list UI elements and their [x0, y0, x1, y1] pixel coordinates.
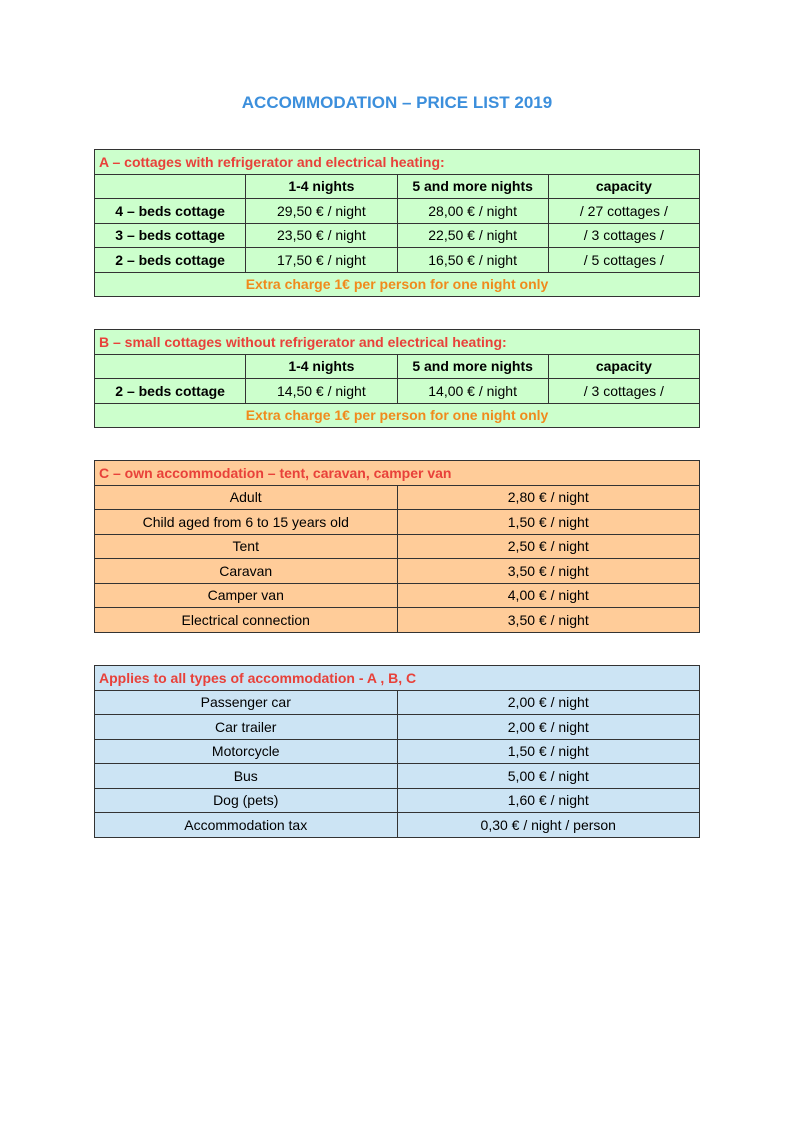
item-price: 2,80 € / night [397, 485, 700, 510]
item-label: Passenger car [95, 690, 398, 715]
item-label: Accommodation tax [95, 813, 398, 838]
column-header-long-stay: 5 and more nights [397, 354, 548, 379]
column-header-capacity: capacity [548, 174, 699, 199]
empty-cell [95, 354, 246, 379]
section-a-column-header-row [95, 174, 700, 199]
item-price: 1,60 € / night [397, 788, 700, 813]
item-label: Adult [95, 485, 398, 510]
table-row [95, 534, 700, 559]
cottage-type: 3 – beds cottage [95, 223, 246, 248]
price-long-stay: 16,50 € / night [397, 248, 548, 273]
item-price: 2,50 € / night [397, 534, 700, 559]
item-price: 4,00 € / night [397, 583, 700, 608]
table-row [95, 813, 700, 838]
item-price: 2,00 € / night [397, 690, 700, 715]
table-section-all [94, 665, 700, 838]
price-short-stay: 14,50 € / night [246, 379, 397, 404]
table-row [95, 608, 700, 633]
item-price: 5,00 € / night [397, 764, 700, 789]
capacity: / 3 cottages / [548, 223, 699, 248]
section-d-header: Applies to all types of accommodation - A , B, C [95, 666, 700, 691]
cottage-type: 2 – beds cottage [95, 379, 246, 404]
price-long-stay: 28,00 € / night [397, 199, 548, 224]
section-a-note-row [95, 272, 700, 297]
table-section-a [94, 149, 700, 297]
table-row [95, 199, 700, 224]
column-header-capacity: capacity [548, 354, 699, 379]
item-price: 2,00 € / night [397, 715, 700, 740]
table-row [95, 559, 700, 584]
item-price: 0,30 € / night / person [397, 813, 700, 838]
table-section-b [94, 329, 700, 428]
item-price: 3,50 € / night [397, 608, 700, 633]
cottage-type: 4 – beds cottage [95, 199, 246, 224]
item-label: Camper van [95, 583, 398, 608]
table-row [95, 223, 700, 248]
empty-cell [95, 174, 246, 199]
price-long-stay: 14,00 € / night [397, 379, 548, 404]
item-price: 3,50 € / night [397, 559, 700, 584]
cottage-type: 2 – beds cottage [95, 248, 246, 273]
table-row [95, 485, 700, 510]
section-b-header-row [95, 330, 700, 355]
column-header-long-stay: 5 and more nights [397, 174, 548, 199]
item-label: Child aged from 6 to 15 years old [95, 510, 398, 535]
table-row [95, 764, 700, 789]
item-label: Tent [95, 534, 398, 559]
table-row [95, 788, 700, 813]
section-b-header: B – small cottages without refrigerator and electrical heating: [95, 330, 700, 355]
price-short-stay: 29,50 € / night [246, 199, 397, 224]
item-label: Motorcycle [95, 739, 398, 764]
table-row [95, 379, 700, 404]
section-d-header-row [95, 666, 700, 691]
section-a-header: A – cottages with refrigerator and electrical heating: [95, 150, 700, 175]
item-label: Bus [95, 764, 398, 789]
item-label: Dog (pets) [95, 788, 398, 813]
item-label: Caravan [95, 559, 398, 584]
item-price: 1,50 € / night [397, 739, 700, 764]
price-short-stay: 23,50 € / night [246, 223, 397, 248]
table-row [95, 248, 700, 273]
extra-charge-note: Extra charge 1€ per person for one night only [95, 272, 700, 297]
section-c-header-row [95, 461, 700, 486]
capacity: / 27 cottages / [548, 199, 699, 224]
table-row [95, 583, 700, 608]
section-a-header-row [95, 150, 700, 175]
capacity: / 3 cottages / [548, 379, 699, 404]
section-b-column-header-row [95, 354, 700, 379]
table-section-c [94, 460, 700, 633]
extra-charge-note: Extra charge 1€ per person for one night only [95, 403, 700, 428]
column-header-short-stay: 1-4 nights [246, 174, 397, 199]
column-header-short-stay: 1-4 nights [246, 354, 397, 379]
table-row [95, 739, 700, 764]
item-label: Car trailer [95, 715, 398, 740]
table-row [95, 510, 700, 535]
price-short-stay: 17,50 € / night [246, 248, 397, 273]
item-price: 1,50 € / night [397, 510, 700, 535]
capacity: / 5 cottages / [548, 248, 699, 273]
table-row [95, 715, 700, 740]
table-row [95, 690, 700, 715]
item-label: Electrical connection [95, 608, 398, 633]
section-c-header: C – own accommodation – tent, caravan, camper van [95, 461, 700, 486]
section-b-note-row [95, 403, 700, 428]
price-long-stay: 22,50 € / night [397, 223, 548, 248]
page-title: ACCOMMODATION – PRICE LIST 2019 [241, 93, 553, 112]
